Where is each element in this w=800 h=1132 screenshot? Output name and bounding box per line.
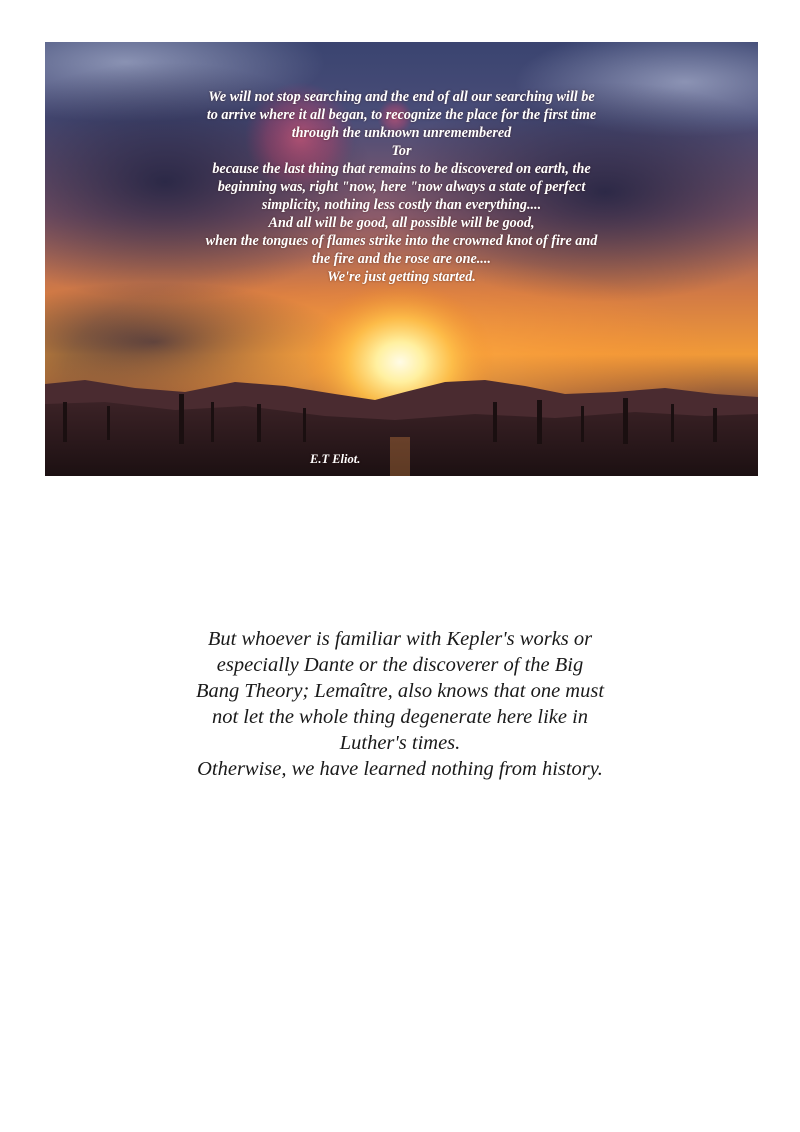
sunset-photo bbox=[45, 42, 758, 476]
commentary-line: But whoever is familiar with Kepler's works or bbox=[207, 628, 593, 650]
quote-line: because the last thing that remains to be discovered on earth, the bbox=[212, 161, 591, 177]
quote-author: E.T Eliot. bbox=[310, 452, 361, 466]
quote-line: simplicity, nothing less costly than everything.... bbox=[261, 197, 542, 213]
quote-line: when the tongues of flames strike into the crowned knot of fire and bbox=[205, 233, 598, 249]
commentary-line: Bang Theory; Lemaître, also knows that one must bbox=[195, 680, 605, 702]
quote-line: Tor bbox=[391, 143, 412, 159]
eliot-quote bbox=[45, 88, 758, 286]
commentary-line: Otherwise, we have learned nothing from history. bbox=[197, 758, 603, 780]
quote-line: to arrive where it all began, to recognize the place for the first time bbox=[206, 107, 597, 123]
quote-line: through the unknown unremembered bbox=[291, 125, 512, 141]
commentary-line: Luther's times. bbox=[339, 732, 461, 754]
quote-line: We will not stop searching and the end of all our searching will be bbox=[208, 89, 595, 105]
commentary-paragraph bbox=[100, 626, 700, 782]
quote-line: And all will be good, all possible will be good, bbox=[268, 215, 535, 231]
quote-line: beginning was, right "now, here "now always a state of perfect bbox=[217, 179, 586, 195]
quote-line: We're just getting started. bbox=[327, 269, 476, 285]
commentary-line: not let the whole thing degenerate here like in bbox=[211, 706, 589, 728]
commentary-line: especially Dante or the discoverer of the Big bbox=[216, 654, 584, 676]
quote-line: the fire and the rose are one.... bbox=[312, 251, 491, 267]
